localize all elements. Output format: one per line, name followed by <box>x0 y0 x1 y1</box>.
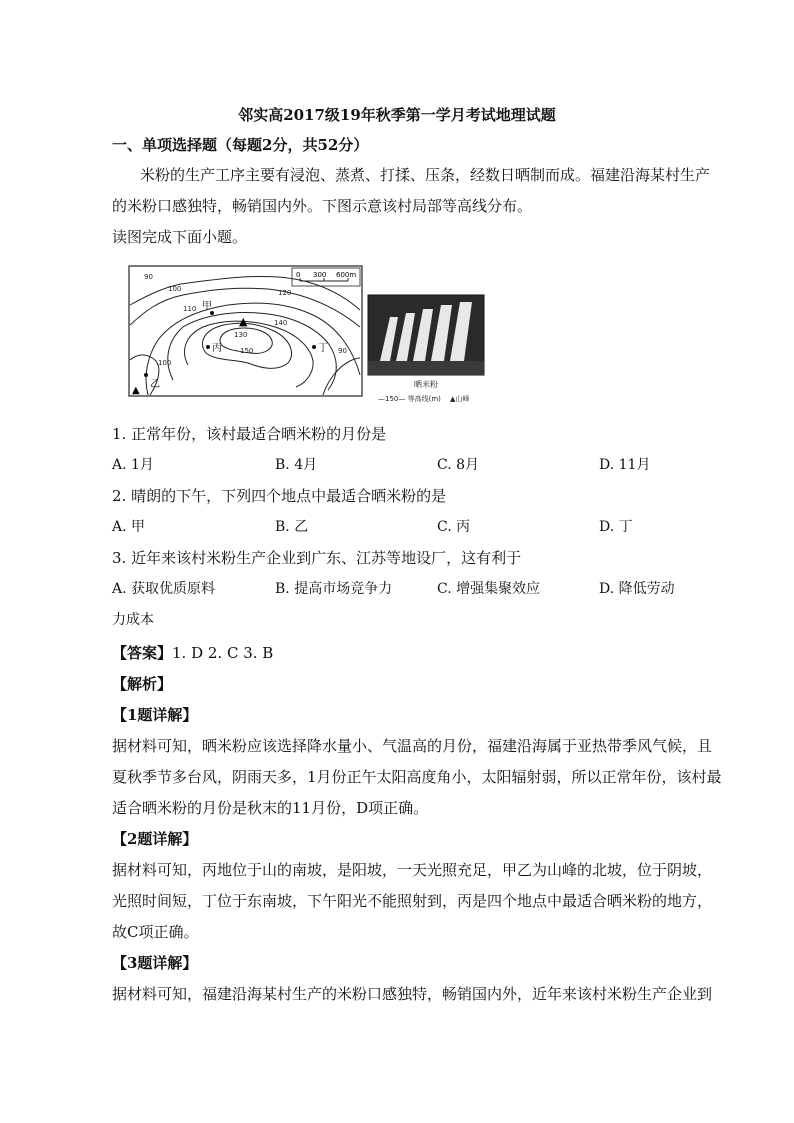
q2-option-c: C. 丙 <box>437 519 471 535</box>
place-yi: 乙 <box>150 379 160 390</box>
contour-label: 110 <box>183 305 197 313</box>
contour-label: 120 <box>278 289 292 297</box>
scale-bar <box>292 268 360 286</box>
place-jia: 甲 <box>202 301 212 312</box>
contour-label: 90 <box>338 347 347 355</box>
q1-detail-line-1: 据材料可知，晒米粉应该选择降水量小、气温高的月份，福建沿海属于亚热带季风气候，且 <box>112 737 713 755</box>
q3-option-b: B. 提高市场竞争力 <box>275 581 393 597</box>
legend-peak: ▲山峰 <box>450 395 470 403</box>
q2-option-a: A. 甲 <box>112 519 146 535</box>
q2-detail-line-2: 光照时间短，丁位于东南坡，下午阳光不能照射到，丙是四个地点中最适合晒米粉的地方， <box>112 892 713 910</box>
q2-detail-label: 【2题详解】 <box>112 830 198 848</box>
q3-option-d: D. 降低劳动 <box>599 581 675 597</box>
q3-detail-line-1: 据材料可知，福建沿海某村生产的米粉口感独特，畅销国内外，近年来该村米粉生产企业到 <box>112 985 713 1003</box>
contour-label: 140 <box>274 319 288 327</box>
question-1-stem: 1. 正常年份，该村最适合晒米粉的月份是 <box>112 425 387 443</box>
q1-option-a: A. 1月 <box>112 457 154 473</box>
q3-detail-label: 【3题详解】 <box>112 954 198 972</box>
contour-label: 100 <box>168 285 182 293</box>
legend-contour: —150— 等高线(m) <box>378 395 441 403</box>
answer-label: 【答案】 <box>112 644 173 662</box>
q1-option-d: D. 11月 <box>599 457 651 473</box>
intro-line-3: 读图完成下面小题。 <box>112 228 248 246</box>
q2-detail-line-1: 据材料可知，丙地位于山的南坡，是阳坡，一天光照充足，甲乙为山峰的北坡，位于阴坡， <box>112 861 713 879</box>
question-2-stem: 2. 晴朗的下午，下列四个地点中最适合晒米粉的是 <box>112 487 447 505</box>
contour-label: 150 <box>240 347 254 355</box>
question-3-stem: 3. 近年来该村米粉生产企业到广东、江苏等地设厂，这有利于 <box>112 549 522 567</box>
contour-label: 130 <box>234 331 248 339</box>
peak-icon: ▲ <box>239 315 248 328</box>
q2-option-d: D. 丁 <box>599 519 633 535</box>
contour-figure <box>128 265 488 407</box>
rice-noodle-photo <box>368 295 484 375</box>
q1-detail-line-2: 夏秋季节多台风，阴雨天多，1月份正午太阳高度角小，太阳辐射弱，所以正常年份，该村最 <box>112 768 722 786</box>
q1-option-c: C. 8月 <box>437 457 480 473</box>
q3-option-c: C. 增强集聚效应 <box>437 581 541 597</box>
q2-option-b: B. 乙 <box>275 519 309 535</box>
q3-option-a: A. 获取优质原料 <box>112 581 216 597</box>
page-title: 邻实高2017级19年秋季第一学月考试地理试题 <box>238 106 556 124</box>
analysis-label: 【解析】 <box>112 675 173 693</box>
q3-option-d-wrap: 力成本 <box>112 612 154 628</box>
place-ding: 丁 <box>318 343 328 354</box>
q1-option-b: B. 4月 <box>275 457 318 473</box>
answer-line <box>112 638 273 669</box>
q1-detail-line-3: 适合晒米粉的月份是秋末的11月份，D项正确。 <box>112 799 429 817</box>
q2-detail-line-3: 故C项正确。 <box>112 923 199 941</box>
answer-text: 1. D 2. C 3. B <box>172 644 274 662</box>
q1-detail-label: 【1题详解】 <box>112 706 198 724</box>
contour-label: 90 <box>144 273 153 281</box>
intro-line-2: 的米粉口感独特，畅销国内外。下图示意该村局部等高线分布。 <box>112 197 533 215</box>
scale-label-0: 0 <box>296 271 301 279</box>
scale-label-300: 300 <box>313 271 327 279</box>
contour-label: 100 <box>158 359 172 367</box>
scale-label-600m: 600m <box>336 271 357 279</box>
peak-icon: ▲ <box>132 385 140 396</box>
photo-caption: 晒米粉 <box>414 380 438 389</box>
place-bing: 丙 <box>212 343 222 354</box>
section-heading: 一、单项选择题（每题2分，共52分） <box>112 136 369 154</box>
intro-line-1: 米粉的生产工序主要有浸泡、蒸煮、打揉、压条，经数日晒制而成。福建沿海某村生产 <box>140 166 711 184</box>
